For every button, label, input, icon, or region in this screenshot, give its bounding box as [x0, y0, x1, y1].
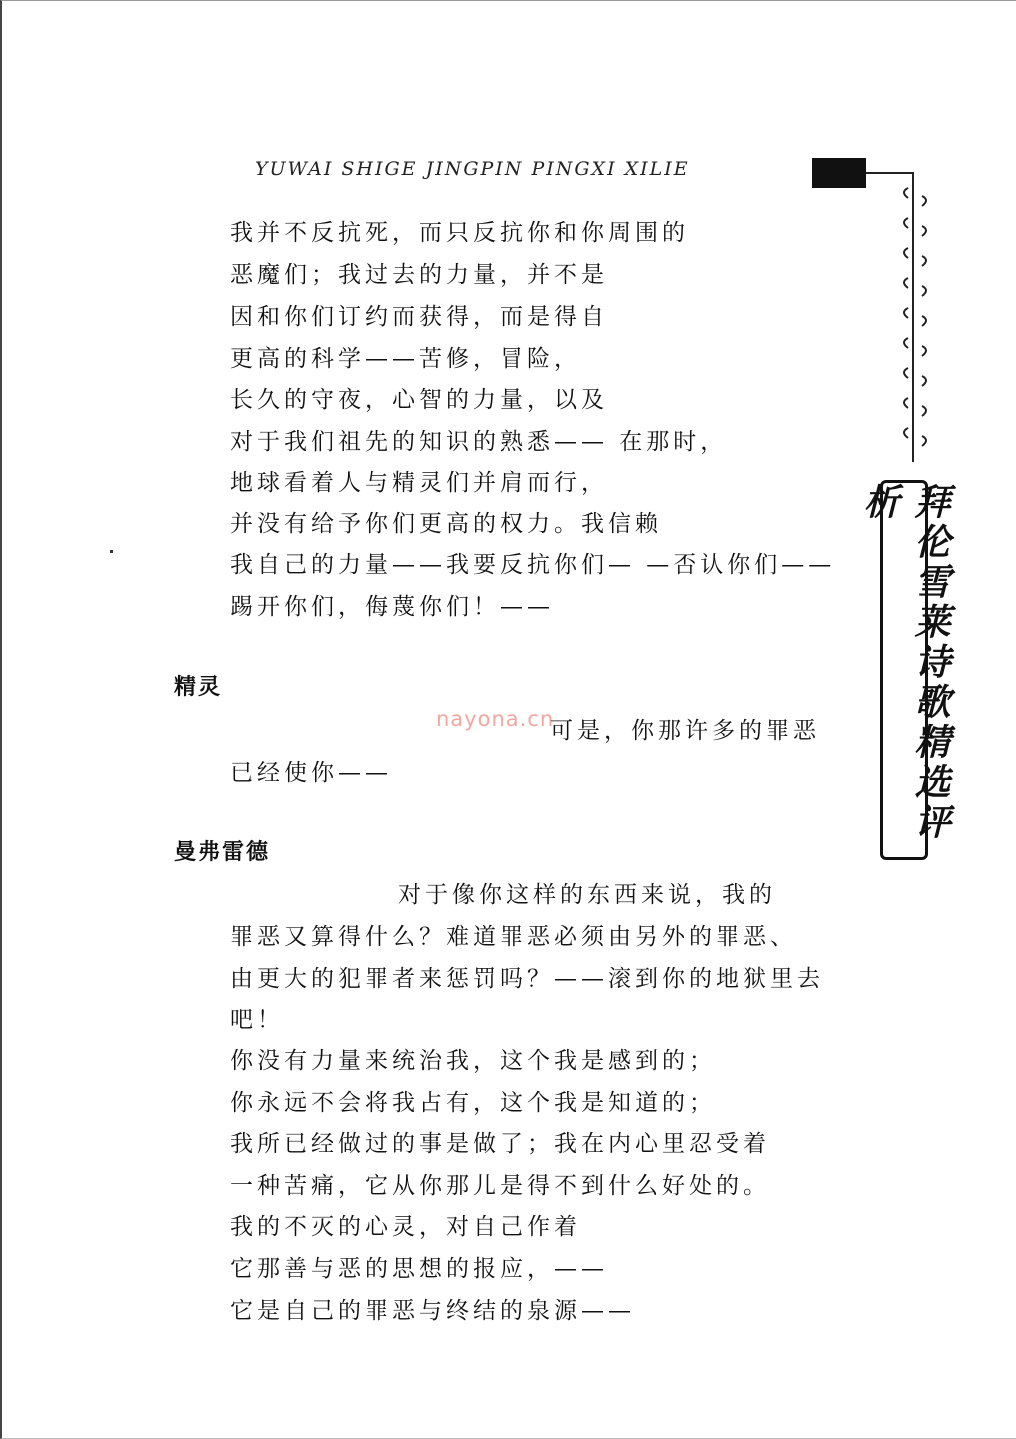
verse-line: 我并不反抗死，而只反抗你和你周围的 [230, 220, 689, 246]
verse-line: 恶魔们；我过去的力量，并不是 [230, 262, 608, 288]
verse-line: 对于我们祖先的知识的熟悉—— 在那时， [230, 429, 728, 455]
verse-line: 对于像你这样的东西来说，我的 [398, 882, 776, 908]
verse-line: 罪恶又算得什么？难道罪恶必须由另外的罪恶、 [230, 924, 797, 950]
watermark: nayona.cn [436, 707, 555, 731]
verse-line: 我所已经做过的事是做了；我在内心里忍受着 [230, 1131, 770, 1157]
verse-line: 并没有给予你们更高的权力。我信赖 [230, 511, 662, 537]
side-title: 拜伦雪莱诗歌精选评析 [858, 483, 950, 843]
verse-line: 你没有力量来统治我，这个我是感到的； [230, 1048, 716, 1074]
verse-line: 可是，你那许多的罪恶 [550, 718, 820, 744]
verse-line: 更高的科学——苦修，冒险， [230, 346, 581, 372]
verse-line: 地球看着人与精灵们并肩而行， [230, 470, 608, 496]
vine-ornament [898, 180, 932, 460]
verse-line: 我的不灭的心灵，对自己作着 [230, 1214, 581, 1240]
verse-line: 吧！ [230, 1007, 284, 1033]
running-header: YUWAI SHIGE JINGPIN PINGXI XILIE [255, 158, 690, 180]
header-black-block [812, 158, 866, 188]
verse-line: 你永远不会将我占有，这个我是知道的； [230, 1090, 716, 1116]
header-rule [866, 172, 912, 174]
verse-line: 由更大的犯罪者来惩罚吗？——滚到你的地狱里去 [230, 966, 824, 992]
verse-line: 已经使你—— [230, 760, 392, 786]
speck [110, 550, 113, 553]
speaker-label: 精灵 [174, 675, 223, 700]
verse-line: 一种苦痛，它从你那儿是得不到什么好处的。 [230, 1173, 770, 1199]
speaker-label: 曼弗雷德 [174, 840, 271, 865]
verse-line: 长久的守夜，心智的力量，以及 [230, 387, 608, 413]
verse-line: 因和你们订约而获得，而是得自 [230, 304, 608, 330]
verse-line: 它那善与恶的思想的报应，—— [230, 1256, 608, 1282]
verse-line: 它是自己的罪恶与终结的泉源—— [230, 1298, 635, 1324]
side-title-box [858, 480, 950, 860]
verse-line: 踢开你们，侮蔑你们！—— [230, 594, 554, 620]
verse-line: 我自己的力量——我要反抗你们— —否认你们—— [230, 552, 836, 578]
